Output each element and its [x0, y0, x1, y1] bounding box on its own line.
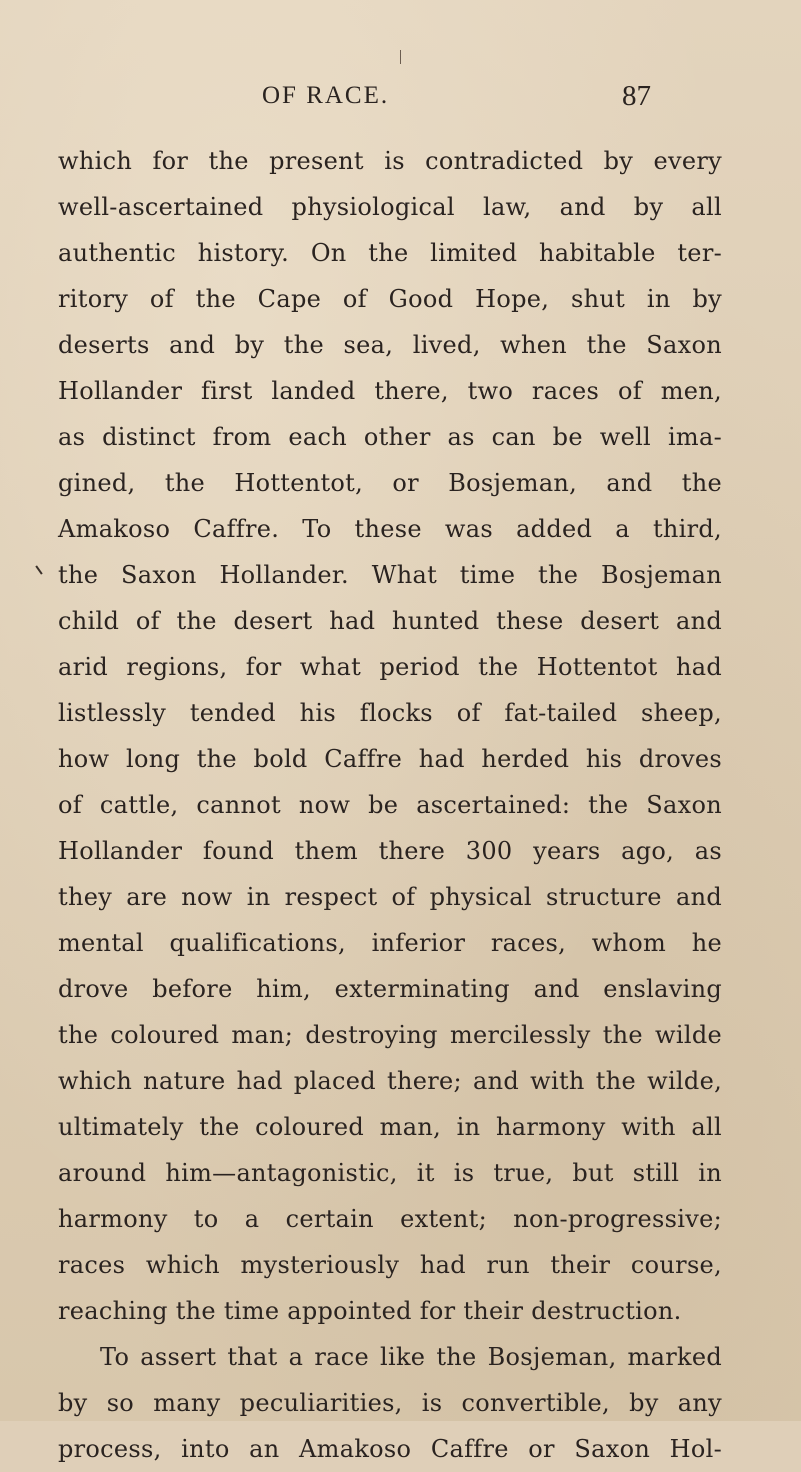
text-line: Hollander first landed there, two races of men,	[58, 377, 722, 405]
text-line: drove before him, exterminating and enslaving	[58, 975, 722, 1003]
text-line: the coloured man; destroying mercilessly the wilde	[58, 1021, 722, 1049]
text-line: around him—antagonistic, it is true, but still in	[58, 1159, 722, 1187]
text-line: To assert that a race like the Bosjeman, marked	[100, 1343, 722, 1371]
text-line: arid regions, for what period the Hottentot had	[58, 653, 722, 681]
paragraph-2	[58, 1334, 722, 1472]
text-line: reaching the time appointed for their destruction.	[58, 1297, 682, 1325]
text-line: Hollander found them there 300 years ago, as	[58, 837, 722, 865]
page-number: 87	[622, 80, 651, 112]
text-line: process, into an Amakoso Caffre or Saxon Hol-	[58, 1435, 722, 1463]
text-line: listlessly tended his flocks of fat-tailed sheep,	[58, 699, 722, 727]
text-line: ritory of the Cape of Good Hope, shut in by	[58, 285, 722, 313]
text-line: Amakoso Caffre. To these was added a third,	[58, 515, 722, 543]
paragraph-1	[58, 138, 722, 1334]
text-line: ultimately the coloured man, in harmony with all	[58, 1113, 722, 1141]
page-header	[0, 82, 801, 122]
text-line: how long the bold Caffre had herded his droves	[58, 745, 722, 773]
paper-mark	[400, 50, 401, 64]
text-line: of cattle, cannot now be ascertained: the Saxon	[58, 791, 722, 819]
text-line: by so many peculiarities, is convertible, by any	[58, 1389, 722, 1417]
margin-mark	[35, 565, 42, 574]
text-line: which for the present is contradicted by every	[58, 147, 722, 175]
text-line: child of the desert had hunted these desert and	[58, 607, 722, 635]
text-line: harmony to a certain extent; non-progressive;	[58, 1205, 722, 1233]
text-line: well-ascertained physiological law, and by all	[58, 193, 722, 221]
text-line: deserts and by the sea, lived, when the Saxon	[58, 331, 722, 359]
running-head: OF RACE.	[262, 82, 390, 109]
text-line: which nature had placed there; and with the wilde,	[58, 1067, 722, 1095]
text-line: they are now in respect of physical structure and	[58, 883, 722, 911]
text-line: mental qualifications, inferior races, whom he	[58, 929, 722, 957]
text-line: as distinct from each other as can be well ima-	[58, 423, 722, 451]
text-line: the Saxon Hollander. What time the Bosjeman	[58, 561, 722, 589]
text-line: gined, the Hottentot, or Bosjeman, and the	[58, 469, 722, 497]
text-line: authentic history. On the limited habitable ter-	[58, 239, 722, 267]
text-line: races which mysteriously had run their course,	[58, 1251, 722, 1279]
body-text	[58, 138, 722, 1472]
